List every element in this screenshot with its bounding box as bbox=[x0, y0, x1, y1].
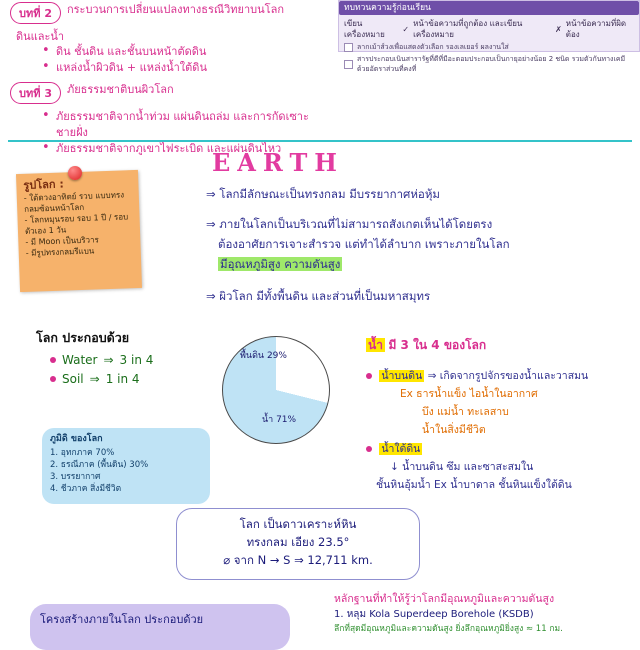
sphere-item-1: 2. ธรณีภาค (พื้นดิน) 30% bbox=[50, 460, 149, 470]
pie-label-land: พื้นดิน 29% bbox=[240, 351, 287, 361]
pin-icon bbox=[68, 166, 82, 180]
note-line-2: - มี Moon เป็นบริวาร bbox=[25, 235, 99, 247]
water-subtitle: มี 3 ใน 4 ของโลก bbox=[388, 338, 487, 352]
soil-arrow-icon: ⇒ bbox=[89, 372, 100, 386]
spheres-title: ภูมิดิ ของโลก bbox=[50, 434, 103, 444]
water-value: 3 in 4 bbox=[119, 353, 154, 367]
chapter-3-bullet-0: • ภัยธรรมชาติจากน้ำท่วม แผ่นดินถล่ม และการกัดเซาะชายฝั่ง bbox=[10, 109, 340, 141]
soil-value: 1 in 4 bbox=[105, 372, 140, 386]
checkbox-option-1[interactable] bbox=[344, 43, 353, 52]
water-item-2-row bbox=[366, 442, 634, 457]
toolbar-title: ทบทวนความรู้ก่อนเรียน bbox=[339, 1, 639, 15]
water-item-2: น้ำใต้ดิน bbox=[381, 443, 421, 455]
soil-label: Soil bbox=[62, 372, 84, 386]
fact-line-2: ทรงกลม เอียง 23.5° bbox=[246, 535, 350, 549]
lesson-row-2 bbox=[10, 2, 340, 24]
borehole-title: หลักฐานที่ทำให้รู้ว่าโลกมีอุณหภูมิและความดันสูง bbox=[334, 593, 555, 605]
structure-bubble-text: โครงสร้างภายในโลก ประกอบด้วย bbox=[40, 613, 204, 626]
earth-composition bbox=[36, 328, 153, 386]
section-divider bbox=[8, 140, 632, 142]
bullet-dot-icon bbox=[366, 373, 372, 379]
statement-0: ⇒ โลกมีลักษณะเป็นทรงกลม มีบรรยากาศห่อหุ้ม bbox=[206, 187, 441, 201]
check-mark-icon: ✓ bbox=[402, 24, 410, 34]
chapter-2-bullet-0: กระบวนการเปลี่ยนแปลงทางธรณีวิทยาบนโลก bbox=[66, 3, 284, 16]
chapter-2-bullet-2: • แหล่งน้ำผิวดิน + แหล่งน้ำใต้ดิน bbox=[10, 60, 340, 76]
sticky-note bbox=[16, 170, 142, 292]
borehole-note: ลึกที่สุดมีอุณหภูมิและความดันสูง ยิ่งลึกอุณหภูมิยิ่งสูง ≈ 11 กม. bbox=[334, 624, 563, 634]
fact-line-3: ⌀ จาก N → S ⇒ 12,711 km. bbox=[223, 553, 373, 567]
structure-bubble bbox=[30, 604, 290, 650]
sphere-item-3: 4. ชีวภาค สิ่งมีชีวิต bbox=[50, 484, 122, 494]
composition-item-soil bbox=[50, 372, 153, 386]
note-line-1: - โลกหมุนรอบ รอบ 1 ปี / รอบตัวเอง 1 วัน bbox=[24, 212, 129, 236]
water-section bbox=[366, 336, 634, 493]
water-item-1-desc: ⇒ เกิดจากรูปจักรของน้ำและวาสมน bbox=[427, 370, 589, 382]
statement-4: ⇒ ผิวโลก มีทั้งพื้นดิน และส่วนที่เป็นมหาสมุทร bbox=[206, 289, 431, 303]
water-item-2-desc2: ชั้นหินอุ้มน้ำ Ex น้ำบาดาล ชั้นหินแข็งใต้ดิน bbox=[376, 479, 572, 491]
sphere-item-0: 1. อุทกภาค 70% bbox=[50, 448, 115, 458]
checkbox-option-2[interactable] bbox=[344, 60, 353, 69]
water-item-1: น้ำบนดิน bbox=[381, 370, 423, 382]
earth-facts-bubble bbox=[176, 508, 420, 580]
water-arrow-icon: ⇒ bbox=[103, 353, 114, 367]
toolbar-instruction-row bbox=[344, 18, 634, 40]
option-2-label: สารประกอบเนินสารารัฐที่ดีที่มีอะตอมประกอบเป็นกายุอย่างน้อย 2 ชนิด รวมตัวกันทางเคมีด้วยอัตราส่วนที่คงที่ bbox=[357, 55, 626, 73]
chapter-2-bullet-1: • ดิน ชั้นดิน และชั้นบนหน้าตัดดิน bbox=[10, 44, 340, 60]
bullet-dot-icon bbox=[50, 376, 56, 382]
note-heading: รูปโลก : bbox=[23, 177, 65, 192]
option-1-label: ลากเม้าส์วงเพื่อแสดงตัวเลือก รองเลเยอร์ ผลงานใส่ bbox=[357, 43, 509, 51]
water-item-1-ex2: บึง แม่น้ำ ทะเลสาบ bbox=[422, 406, 509, 418]
chapter-3-title: ภัยธรรมชาติบนผิวโลก bbox=[66, 83, 174, 96]
statement-1: ⇒ ภายในโลกเป็นบริเวณที่ไม่สามารถสังเกตเห็นได้โดยตรง bbox=[206, 217, 493, 231]
pie-label-water: น้ำ 71% bbox=[262, 415, 297, 425]
statement-3-wrap bbox=[218, 256, 342, 273]
borehole-item: 1. หลุม Kola Superdeep Borehole (KSDB) bbox=[334, 609, 534, 620]
water-item-1-ex3: น้ำในสิ่งมีชีวิต bbox=[422, 424, 486, 436]
toolbar-option-row-1[interactable] bbox=[344, 42, 634, 52]
lesson-row-3 bbox=[10, 82, 340, 104]
instruction-left: เขียนเครื่องหมาย bbox=[344, 19, 385, 39]
toolbar-option-row-2[interactable] bbox=[344, 54, 634, 74]
page-title: EARTH bbox=[212, 148, 344, 177]
statement-2: ต้องอาศัยการเจาะสำรวจ แต่ทำได้ลำบาก เพราะภายในโลก bbox=[218, 237, 510, 251]
lesson-outline bbox=[10, 2, 340, 157]
water-label: Water bbox=[62, 353, 98, 367]
chapter-3-bullet-1: • ภัยธรรมชาติจากภูเขาไฟระเบิด และแผ่นดินไหว bbox=[10, 141, 340, 157]
instruction-mid: หน้าข้อความที่ถูกต้อง และเขียนเครื่องหมาย bbox=[413, 19, 523, 39]
chapter-2-title: ดินและน้ำ bbox=[16, 30, 65, 43]
water-title: น้ำ bbox=[368, 338, 383, 352]
sphere-item-2: 3. บรรยากาศ bbox=[50, 472, 101, 482]
cross-mark-icon: ✗ bbox=[555, 24, 562, 34]
instruction-right: หน้าข้อความที่ผิดต้อง bbox=[565, 19, 627, 39]
earth-spheres-box bbox=[42, 428, 210, 504]
quiz-toolbar bbox=[338, 0, 640, 73]
composition-item-water bbox=[50, 353, 153, 367]
chapter-tag-3: บทที่ 3 bbox=[10, 82, 61, 104]
bullet-dot-icon bbox=[50, 357, 56, 363]
note-line-3: - มีรูปทรงกลมรีแบน bbox=[25, 246, 95, 258]
composition-heading: โลก ประกอบด้วย bbox=[36, 330, 130, 345]
water-item-1-ex: Ex ธารน้ำแข็ง ไอน้ำในอากาศ bbox=[400, 388, 538, 400]
bullet-dot-icon bbox=[366, 446, 372, 452]
note-line-0: - ใต้ดวงอาทิตย์ รวบ แบบทรงกลมซ้อนหน้าโลก bbox=[23, 190, 125, 214]
borehole-section bbox=[334, 592, 634, 637]
fact-line-1: โลก เป็นดาวเคราะห์หิน bbox=[239, 517, 357, 531]
statement-3: มีอุณหภูมิสูง ความดันสูง bbox=[220, 257, 341, 271]
water-item-1-row bbox=[366, 369, 634, 384]
water-item-2-desc: ↓ น้ำบนดิน ซึม และซาสะสมใน bbox=[390, 461, 534, 473]
chapter-tag-2: บทที่ 2 bbox=[10, 2, 61, 24]
water-heading-row bbox=[366, 336, 634, 355]
